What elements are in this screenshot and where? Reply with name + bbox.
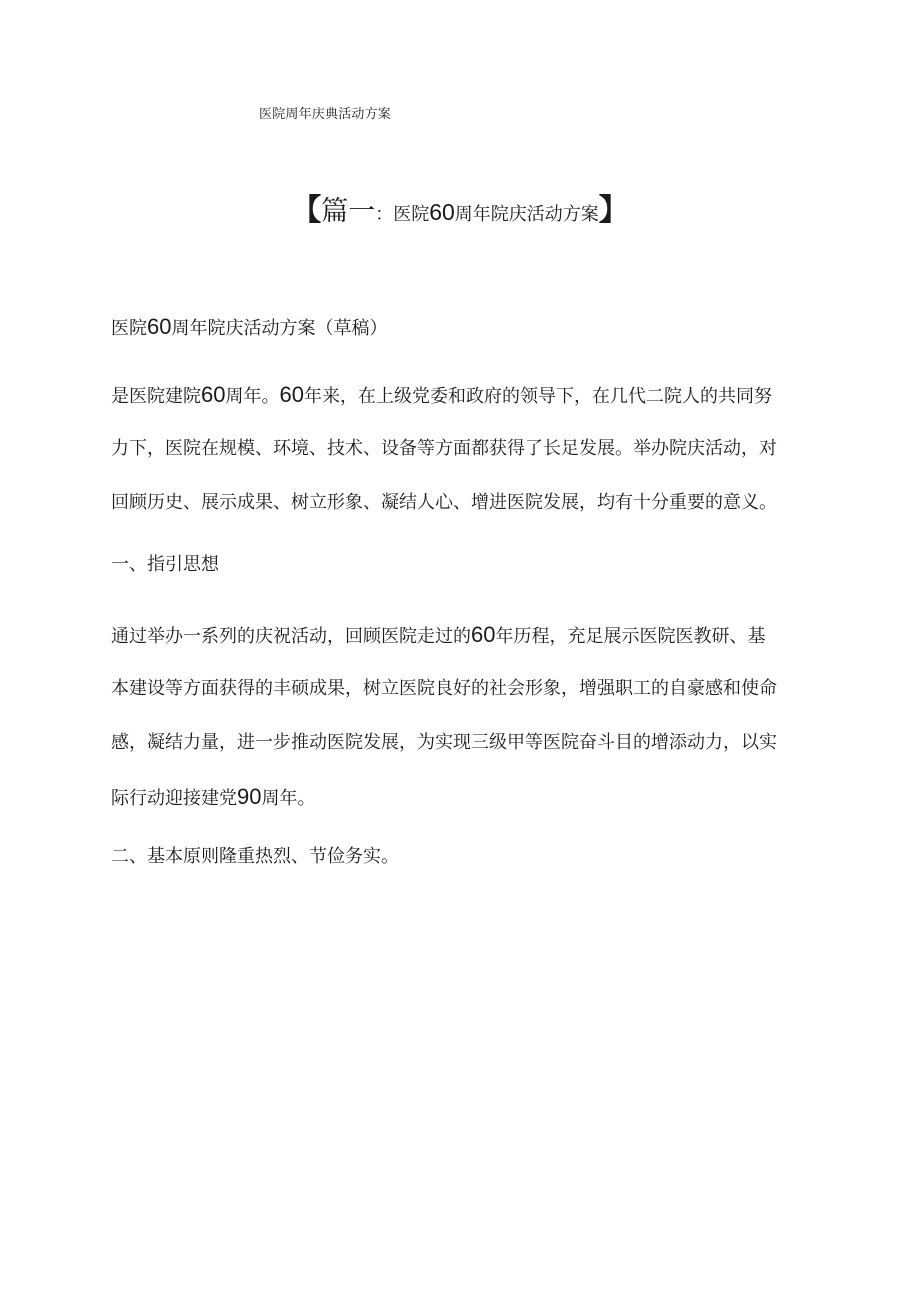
section-1-line-2: 本建设等方面获得的丰硕成果，树立医院良好的社会形象，增强职工的自豪感和使命 [111, 678, 777, 699]
title-colon: ： [375, 204, 394, 225]
section-1-line-4-number: 90 [237, 784, 262, 809]
section-1-line-1 [111, 608, 811, 662]
intro-number-1: 60 [201, 382, 226, 407]
title-suffix: 周年院庆活动方案 [454, 204, 599, 225]
section-1-text-b: 年历程，充足展示医院医教研、基 [495, 626, 766, 647]
intro-line-3: 回顾历史、展示成果、树立形象、凝结人心、增进医院发展，均有十分重要的意义。 [111, 492, 777, 513]
title-number: 60 [429, 199, 455, 225]
intro-text-b: 周年。 [225, 386, 280, 407]
section-2-heading-text: 二、基本原则隆重热烈、节俭务实。 [111, 846, 399, 867]
intro-number-2: 60 [279, 382, 304, 407]
subtitle-prefix: 医院 [111, 318, 147, 339]
subtitle [111, 300, 811, 354]
title-open-bracket: 【 [291, 193, 322, 228]
section-1-line-4-b: 周年。 [261, 788, 316, 809]
section-1-number: 60 [471, 622, 496, 647]
running-header: 医院周年庆典活动方案 [259, 107, 392, 122]
title-close-bracket: 】 [598, 193, 629, 228]
subtitle-number: 60 [147, 314, 172, 339]
title-kind: 篇一 [321, 196, 376, 227]
section-title [0, 191, 920, 235]
section-1-text-a: 通过举办一系列的庆祝活动，回顾医院走过的 [111, 626, 471, 647]
section-1-paragraph [111, 608, 811, 824]
section-1-line-3: 感，凝结力量，进一步推动医院发展，为实现三级甲等医院奋斗目的增添动力，以实 [111, 732, 777, 753]
intro-text-a: 是医院建院 [111, 386, 201, 407]
section-1-heading-text: 一、指引思想 [111, 554, 219, 575]
intro-line-2: 力下，医院在规模、环境、技术、设备等方面都获得了长足发展。举办院庆活动，对 [111, 438, 777, 459]
intro-line-1 [111, 368, 811, 422]
title-prefix: 医院 [393, 204, 430, 225]
section-2-heading [111, 830, 811, 884]
intro-paragraph [111, 368, 811, 530]
section-1-line-4 [111, 770, 811, 824]
section-1-heading [111, 538, 811, 592]
section-1-line-4-a: 际行动迎接建党 [111, 788, 237, 809]
subtitle-suffix: 周年院庆活动方案（草稿） [171, 318, 388, 339]
intro-text-c: 年来，在上级党委和政府的领导下，在几代二院人的共同努 [303, 386, 772, 407]
